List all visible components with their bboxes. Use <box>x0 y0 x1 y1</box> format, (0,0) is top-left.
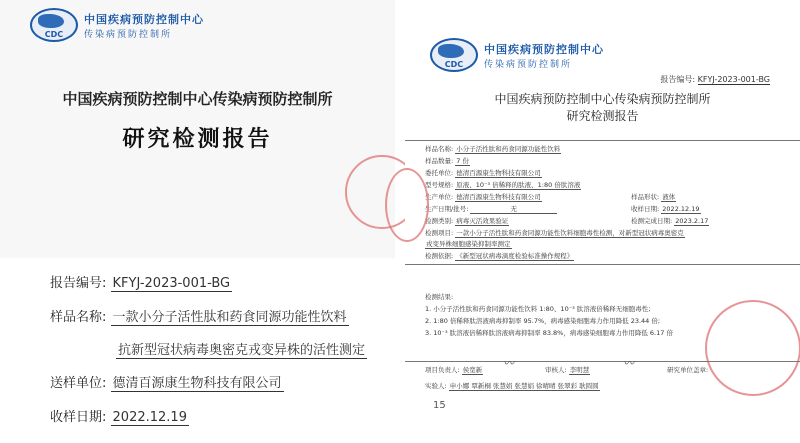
result-item: 1. 小分子活性肽和药食同源功能性饮料 1:80、10⁻³ 肽溶液倍稀释无细胞毒性; <box>425 305 651 313</box>
form-value: 2023.2.17 <box>675 217 709 225</box>
result-item: 2. 1:80 倍稀释肽溶液病毒抑制率 95.7%，病毒感染细胞毒力作用降低 23.44 倍; <box>425 317 661 325</box>
cover-info-block <box>0 258 395 443</box>
form-row-sample-name <box>425 144 561 153</box>
china-map-icon <box>30 8 78 42</box>
sign-reviewer <box>545 365 590 374</box>
form-label: 收样日期: <box>631 205 660 213</box>
form-label: 样品数量: <box>425 157 454 165</box>
field-value: 一款小分子活性肽和药食同源功能性饮料 <box>112 310 347 325</box>
results-label: 检测结果: <box>425 293 454 301</box>
result-item: 3. 10⁻³ 肽溶液倍稀释肽溶液病毒抑制率 83.8%，病毒感染细胞毒力作用降低 6.17 倍 <box>425 329 673 337</box>
form-label: 委托单位: <box>425 169 454 177</box>
cover-field-sample-name <box>50 306 349 325</box>
field-label: 报告编号: <box>50 276 107 291</box>
form-row-item <box>425 228 685 237</box>
form-value: 小分子活性肽和药食同源功能性饮料 <box>456 145 561 153</box>
sign-leader <box>425 365 483 374</box>
form-label: 检测项目: <box>425 229 454 237</box>
form-label: 型号规格: <box>425 181 454 189</box>
cdc-logo <box>430 38 604 72</box>
form-row-maker <box>425 192 542 201</box>
page-number: 15 <box>433 400 446 411</box>
report-page <box>405 0 800 443</box>
logo-name: 中国疾病预防控制中心 <box>484 42 604 56</box>
china-map-icon <box>430 38 478 72</box>
sign-value: 侯宽新 <box>462 366 483 374</box>
form-value: 原液、10⁻³ 倍稀释的肽液、1:80 倍肽溶液 <box>456 181 581 189</box>
report-title: 研究检测报告 <box>566 109 639 123</box>
sign-label: 项目负责人: <box>425 366 460 374</box>
form-label: 检测完成日期: <box>631 217 673 225</box>
form-value: 《新型冠状病毒滴度检验标准操作规程》 <box>456 252 574 260</box>
cdc-logo <box>30 8 204 42</box>
form-row-category <box>425 216 509 225</box>
form-row-recv-date <box>631 204 701 213</box>
form-row-basis <box>425 251 574 260</box>
field-value: 2022.12.19 <box>112 410 187 425</box>
cover-field-sample-name-line2 <box>116 339 367 358</box>
form-row-item-line2 <box>425 239 512 248</box>
report-number-label: 报告编号: <box>660 75 696 84</box>
cover-report-title: 研究检测报告 <box>122 127 273 152</box>
sign-divider <box>405 361 800 362</box>
form-value: 病毒灭活效果验证 <box>456 217 509 225</box>
logo-name: 中国疾病预防控制中心 <box>84 12 204 26</box>
handwritten-signature-leader: 〰 <box>503 357 514 370</box>
form-value: 无 <box>470 205 557 214</box>
form-row-prod-date <box>425 204 557 213</box>
cover-field-received-date <box>50 406 189 425</box>
form-label: 生产单位: <box>425 193 454 201</box>
form-row-spec <box>425 180 581 189</box>
logo-subname: 传染病预防控制所 <box>484 59 573 70</box>
cover-field-sender <box>50 372 284 391</box>
field-label: 送样单位: <box>50 376 107 391</box>
cover-institute-title: 中国疾病预防控制中心传染病预防控制所 <box>62 90 333 108</box>
form-divider <box>405 264 800 265</box>
form-value: 一款小分子活性肽和药食同源功能性饮料细胞毒性检测，对新型冠状病毒奥密克 <box>456 229 684 237</box>
field-label: 收样日期: <box>50 410 107 425</box>
logo-subname: 传染病预防控制所 <box>84 29 173 40</box>
form-divider <box>405 140 800 141</box>
sign-staff <box>425 381 600 390</box>
field-label: 样品名称: <box>50 310 107 325</box>
form-label: 样品名称: <box>425 145 454 153</box>
form-row-test-date <box>631 216 709 225</box>
field-value: 抗新型冠状病毒奥密克戎变异株的活性测定 <box>118 343 366 358</box>
form-value: 液体 <box>662 193 676 201</box>
sign-label: 实验人: <box>425 382 447 390</box>
report-number <box>660 74 770 85</box>
form-row-form <box>631 192 676 201</box>
handwritten-signature-reviewer: 〰 <box>623 357 634 370</box>
logo-badge-text: CDC <box>44 30 64 39</box>
field-value: 德清百源康生物科技有限公司 <box>112 376 282 391</box>
form-label: 检测依据: <box>425 252 454 260</box>
sign-value: 李明慧 <box>569 366 590 374</box>
sign-label: 审核人: <box>545 366 567 374</box>
report-number-value: KFYJ-2023-001-BG <box>697 75 770 84</box>
sign-value: 申小娜 覃新桐 张慧娟 张慧娟 徐晴晴 张翠彩 耿圆圆 <box>449 382 599 390</box>
field-value: KFYJ-2023-001-BG <box>112 276 231 291</box>
logo-badge-text: CDC <box>444 60 464 69</box>
form-row-entrust <box>425 168 542 177</box>
form-value: 戎变异株细胞感染抑制率测定 <box>426 240 511 248</box>
form-value: 德清百源康生物科技有限公司 <box>456 193 541 201</box>
form-value: 7 份 <box>456 157 469 165</box>
form-value: 德清百源康生物科技有限公司 <box>456 169 541 177</box>
form-label: 检测类别: <box>425 217 454 225</box>
form-row-quantity <box>425 156 470 165</box>
sign-unit: 研究单位盖章: <box>667 366 709 374</box>
form-label: 生产日期/批号: <box>425 205 469 213</box>
red-seal-stamp-right <box>705 300 800 396</box>
cover-page <box>0 0 395 443</box>
red-seal-stamp-edge <box>385 168 429 242</box>
form-label: 样品形状: <box>631 193 660 201</box>
form-value: 2022.12.19 <box>662 205 700 213</box>
report-institute-title: 中国疾病预防控制中心传染病预防控制所 <box>494 92 711 106</box>
cover-field-report-no <box>50 272 232 291</box>
